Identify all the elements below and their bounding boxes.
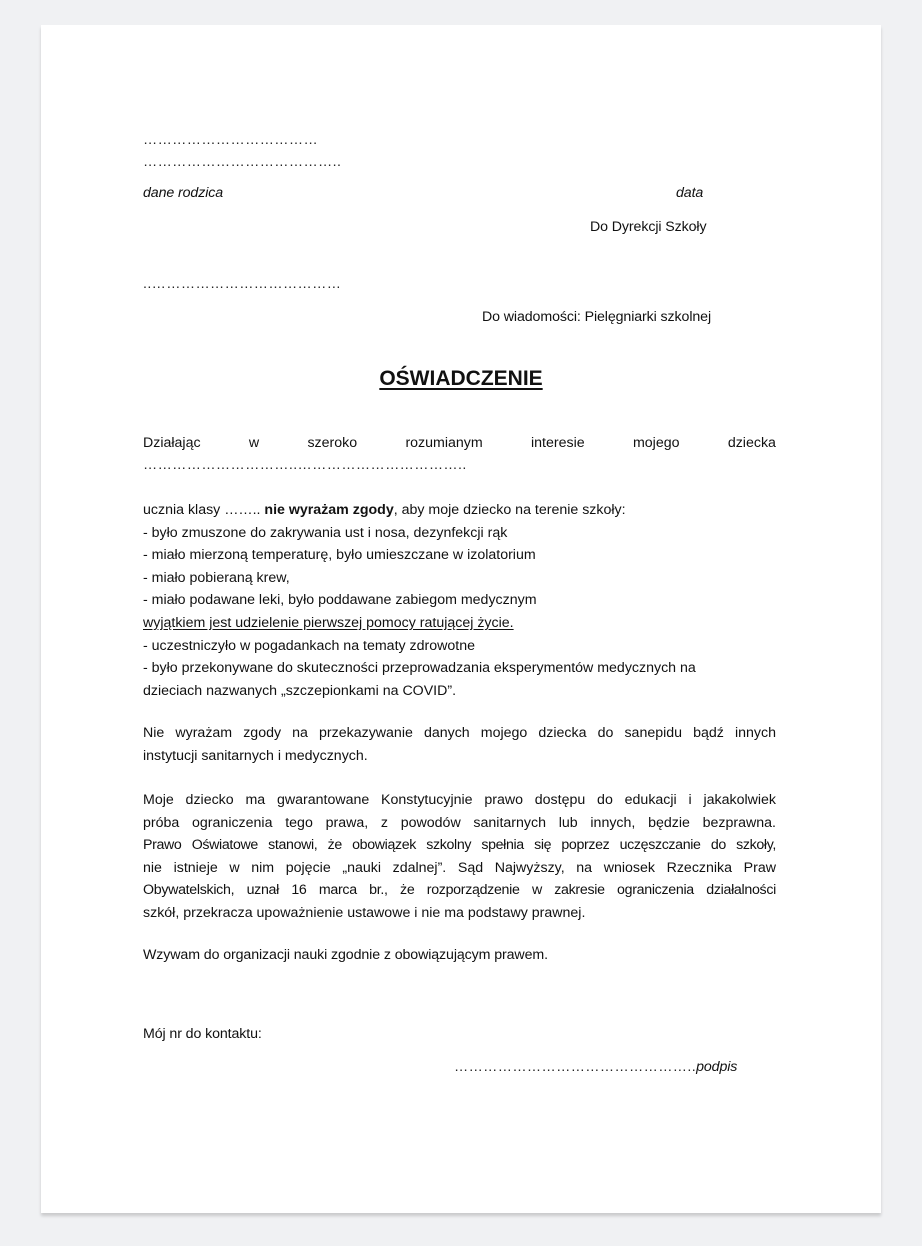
list-item: - było przekonywane do skuteczności przeprowadzania eksperymentów medycznych na <box>143 660 696 677</box>
addressee: Do Dyrekcji Szkoły <box>590 219 707 235</box>
paragraph-line: instytucji sanitarnych i medycznych. <box>143 747 368 764</box>
intro-line <box>143 434 776 452</box>
child-name-line: …………………………..…………………………….. <box>143 457 467 473</box>
list-item: - uczestniczyło w pogadankach na tematy zdrowotne <box>143 637 476 654</box>
exception-note: wyjątkiem jest udzielenie pierwszej pomocy ratującej życie. <box>143 614 514 631</box>
signature-label: podpis <box>696 1059 738 1075</box>
parent-data-label: dane rodzica <box>143 185 224 201</box>
paragraph-line: Nie wyrażam zgody na przekazywanie danych mojego dziecka do sanepidu bądź innych <box>143 725 776 741</box>
intro-word: mojego <box>632 435 680 451</box>
intro-word: szeroko <box>307 435 358 451</box>
school-name-line: ..………………………………… <box>143 276 342 292</box>
class-prefix: ucznia klasy …….. <box>143 502 265 518</box>
date-label: data <box>676 185 704 201</box>
call-to-action: Wzywam do organizacji nauki zgodnie z obowiązującym prawem. <box>143 947 548 963</box>
paragraph-line: Moje dziecko ma gwarantowane Konstytucyjnie prawo dostępu do edukacji i jakakolwiek <box>143 792 776 808</box>
paragraph-line: szkół, przekracza upoważnienie ustawowe i nie ma podstawy prawnej. <box>143 904 586 921</box>
intro-word: Działając <box>143 435 201 451</box>
list-item: dzieciach nazwanych „szczepionkami na COVID”. <box>143 682 457 699</box>
paragraph-line: nie istnieje w nim pojęcie „nauki zdalnej”. Sąd Najwyższy, na wniosek Rzecznika Praw <box>143 859 776 876</box>
class-suffix: , aby moje dziecko na terenie szkoły: <box>393 502 626 518</box>
contact-label: Mój nr do kontaktu: <box>143 1026 262 1042</box>
signature-dots: ………………………………………….. <box>454 1059 697 1075</box>
intro-word: dziecka <box>727 435 776 451</box>
parent-data-line-2: ………………………………….. <box>143 154 342 170</box>
paragraph-line: Obywatelskich, uznał 16 marca br., że rozporządzenie w zakresie ograniczenia działalności <box>143 882 776 899</box>
list-item: - miało podawane leki, było poddawane zabiegom medycznym <box>143 592 537 609</box>
intro-word: w <box>248 435 260 451</box>
list-item: - miało pobieraną krew, <box>143 569 290 586</box>
list-item: - było zmuszone do zakrywania ust i nosa, dezynfekcji rąk <box>143 524 508 541</box>
class-line <box>143 499 776 522</box>
paragraph-line: Prawo Oświatowe stanowi, że obowiązek szkolny spełnia się poprzez uczęszczanie do szkoły, <box>143 837 776 854</box>
document-page <box>41 25 881 1213</box>
list-item: - miało mierzoną temperaturę, było umieszczane w izolatorium <box>143 547 536 564</box>
signature-line <box>454 1058 737 1076</box>
rights-paragraph <box>143 789 776 925</box>
intro-word: rozumianym <box>405 435 483 451</box>
paragraph-line: próba ograniczenia tego prawa, z powodów sanitarnych lub innych, będzie bezprawna. <box>143 814 776 831</box>
data-consent-paragraph <box>143 722 776 767</box>
no-consent-bold: nie wyrażam zgody <box>264 502 394 518</box>
intro-word: interesie <box>531 435 585 451</box>
cc-line: Do wiadomości: Pielęgniarki szkolnej <box>482 309 712 325</box>
parent-data-line-1: ……………………………… <box>143 132 319 148</box>
document-title: OŚWIADCZENIE <box>379 367 543 390</box>
consent-list <box>143 499 776 702</box>
